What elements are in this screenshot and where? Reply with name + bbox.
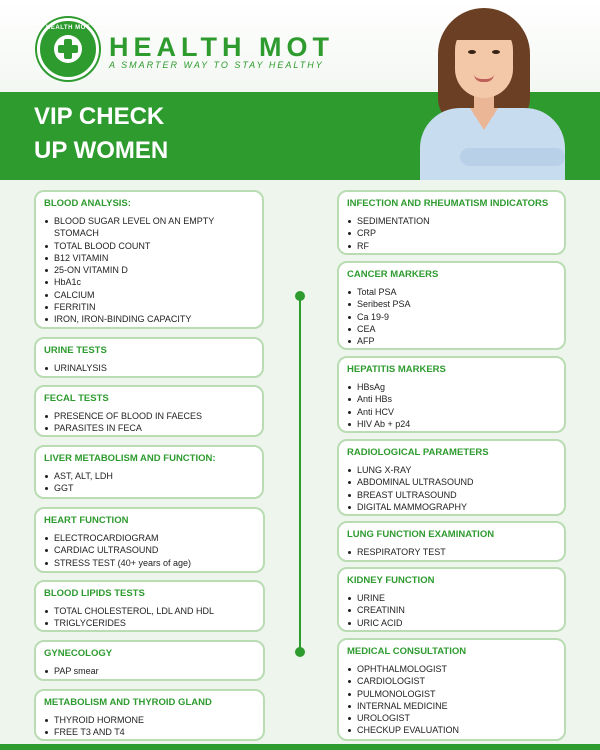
list-item: HIV Ab + p24 bbox=[347, 418, 556, 430]
card-title: METABOLISM AND THYROID GLAND bbox=[44, 697, 212, 708]
list-item: AST, ALT, LDH bbox=[44, 470, 254, 482]
list-item: CEA bbox=[347, 323, 556, 335]
card-kidney-function bbox=[337, 567, 566, 632]
list-item: UROLOGIST bbox=[347, 712, 556, 724]
card-title: MEDICAL CONSULTATION bbox=[347, 646, 467, 657]
brand-name: HEALTH MOT bbox=[109, 32, 334, 62]
list-item: GGT bbox=[44, 482, 254, 494]
card-fecal-tests bbox=[34, 385, 264, 437]
list-item: ABDOMINAL ULTRASOUND bbox=[347, 476, 556, 488]
list-item: Anti HCV bbox=[347, 406, 556, 418]
card-gynecology bbox=[34, 640, 265, 681]
card-heart-function bbox=[34, 507, 265, 573]
list-item: Ca 19-9 bbox=[347, 311, 556, 323]
list-item: URINE bbox=[347, 592, 556, 604]
list-item: LUNG X-RAY bbox=[347, 464, 556, 476]
list-item: ELECTROCARDIOGRAM bbox=[44, 532, 255, 544]
list-item: RESPIRATORY TEST bbox=[347, 546, 556, 558]
list-item: HbA1c bbox=[44, 276, 254, 288]
logo bbox=[37, 18, 99, 80]
card-title: FECAL TESTS bbox=[44, 393, 109, 404]
list-item: OPHTHALMOLOGIST bbox=[347, 663, 556, 675]
card-cancer-markers bbox=[337, 261, 566, 350]
timeline-dot bbox=[295, 291, 305, 301]
card-title: KIDNEY FUNCTION bbox=[347, 575, 435, 586]
list-item: BLOOD SUGAR LEVEL ON AN EMPTY STOMACH bbox=[44, 215, 254, 240]
list-item: PRESENCE OF BLOOD IN FAECES bbox=[44, 410, 254, 422]
list-item: CARDIAC ULTRASOUND bbox=[44, 544, 255, 556]
list-item: PULMONOLOGIST bbox=[347, 688, 556, 700]
card-title: LUNG FUNCTION EXAMINATION bbox=[347, 529, 495, 540]
list-item: INTERNAL MEDICINE bbox=[347, 700, 556, 712]
list-item: CRP bbox=[347, 227, 556, 239]
card-blood-lipids bbox=[34, 580, 265, 632]
woman-photo bbox=[420, 8, 565, 180]
card-title: GYNECOLOGY bbox=[44, 648, 113, 659]
list-item: AFP bbox=[347, 335, 556, 347]
list-item: HBsAg bbox=[347, 381, 556, 393]
list-item: BREAST ULTRASOUND bbox=[347, 489, 556, 501]
tagline: A SMARTER WAY TO STAY HEALTHY bbox=[109, 60, 324, 70]
list-item: CARDIOLOGIST bbox=[347, 675, 556, 687]
timeline-line bbox=[299, 295, 301, 652]
card-title: LIVER METABOLISM AND FUNCTION: bbox=[44, 453, 216, 464]
list-item: B12 VITAMIN bbox=[44, 252, 254, 264]
list-item: PARASITES IN FECA bbox=[44, 422, 254, 434]
list-item: CHECKUP EVALUATION bbox=[347, 724, 556, 736]
card-infection-rheumatism bbox=[337, 190, 566, 255]
list-item: TOTAL BLOOD COUNT bbox=[44, 240, 254, 252]
page-title-line2: UP WOMEN bbox=[34, 137, 169, 164]
card-title: CANCER MARKERS bbox=[347, 269, 439, 280]
card-radiological bbox=[337, 439, 566, 516]
card-title: BLOOD ANALYSIS: bbox=[44, 198, 131, 209]
card-medical-consultation bbox=[337, 638, 566, 741]
bottom-strip bbox=[0, 744, 600, 750]
card-liver-function bbox=[34, 445, 264, 499]
list-item: FERRITIN bbox=[44, 301, 254, 313]
list-item: FREE T3 AND T4 bbox=[44, 726, 255, 738]
list-item: CREATININ bbox=[347, 604, 556, 616]
list-item: STRESS TEST (40+ years of age) bbox=[44, 557, 255, 569]
list-item: PAP smear bbox=[44, 665, 255, 677]
list-item: TOTAL CHOLESTEROL, LDL AND HDL bbox=[44, 605, 255, 617]
card-lung-function bbox=[337, 521, 566, 562]
list-item: THYROID HORMONE bbox=[44, 714, 255, 726]
list-item: DIGITAL MAMMOGRAPHY bbox=[347, 501, 556, 513]
timeline-dot bbox=[295, 647, 305, 657]
list-item: IRON, IRON-BINDING CAPACITY bbox=[44, 313, 254, 325]
list-item: URINALYSIS bbox=[44, 362, 254, 374]
card-title: BLOOD LIPIDS TESTS bbox=[44, 588, 145, 599]
card-blood-analysis bbox=[34, 190, 264, 329]
card-title: INFECTION AND RHEUMATISM INDICATORS bbox=[347, 198, 549, 209]
logo-text: HEALTH MOT bbox=[46, 25, 90, 31]
list-item: URIC ACID bbox=[347, 617, 556, 629]
card-title: URINE TESTS bbox=[44, 345, 107, 356]
list-item: CALCIUM bbox=[44, 289, 254, 301]
list-item: TRIGLYCERIDES bbox=[44, 617, 255, 629]
page-title-line1: VIP CHECK bbox=[34, 103, 165, 130]
list-item: SEDIMENTATION bbox=[347, 215, 556, 227]
list-item: 25-ON VITAMIN D bbox=[44, 264, 254, 276]
card-title: RADIOLOGICAL PARAMETERS bbox=[347, 447, 489, 458]
card-urine-tests bbox=[34, 337, 264, 378]
card-title: HEPATITIS MARKERS bbox=[347, 364, 446, 375]
page-title bbox=[34, 100, 234, 168]
logo-cross-icon bbox=[54, 35, 82, 63]
list-item: Seribest PSA bbox=[347, 298, 556, 310]
card-thyroid bbox=[34, 689, 265, 741]
list-item: Total PSA bbox=[347, 286, 556, 298]
list-item: RF bbox=[347, 240, 556, 252]
list-item: Anti HBs bbox=[347, 393, 556, 405]
card-title: HEART FUNCTION bbox=[44, 515, 129, 526]
card-hepatitis-markers bbox=[337, 356, 566, 433]
